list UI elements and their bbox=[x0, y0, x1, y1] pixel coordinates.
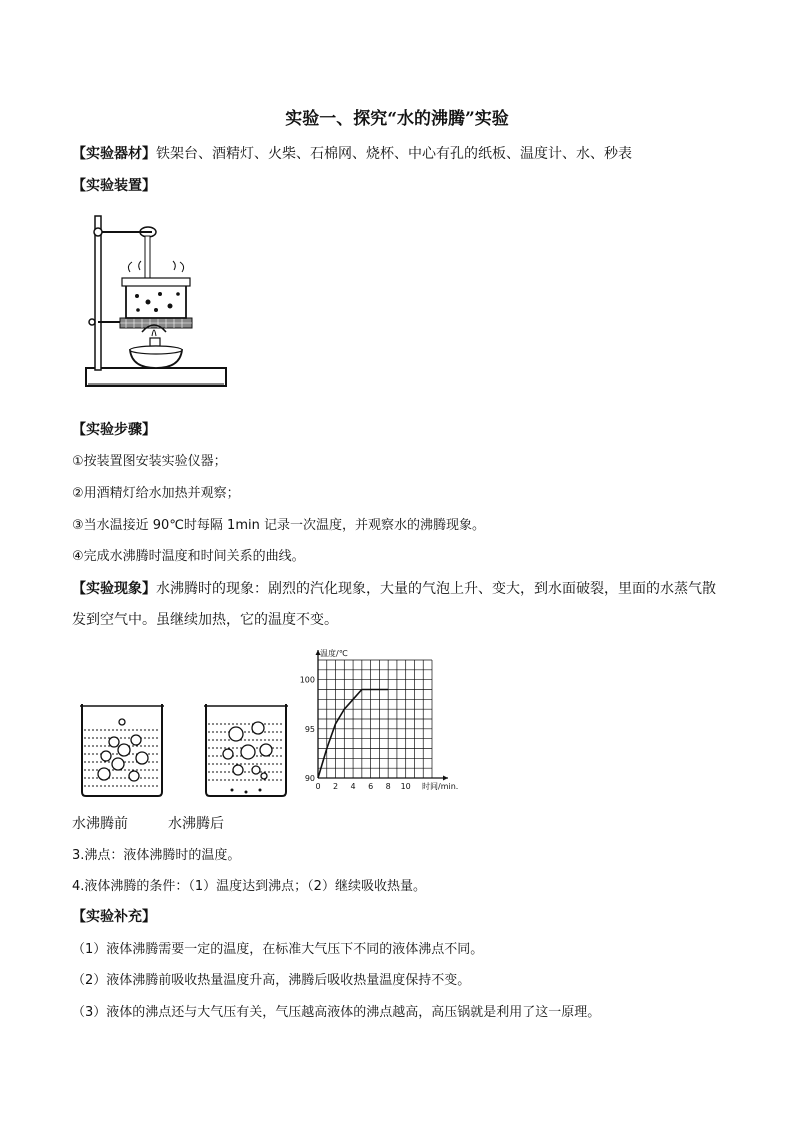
materials-label: 【实验器材】 bbox=[72, 146, 156, 162]
y-tick-label: 95 bbox=[304, 724, 315, 734]
note-boiling-point: 3.沸点：液体沸腾时的温度。 bbox=[72, 848, 241, 863]
x-tick-label: 0 bbox=[315, 782, 321, 791]
step-3: ③当水温接近 90℃时每隔 1min 记录一次温度，并观察水的沸腾现象。 bbox=[72, 518, 485, 533]
x-tick-label: 2 bbox=[332, 782, 339, 791]
step-4: ④完成水沸腾时温度和时间关系的曲线。 bbox=[72, 549, 305, 564]
step-2: ②用酒精灯给水加热并观察； bbox=[72, 486, 240, 501]
steps-label: 【实验步骤】 bbox=[72, 422, 156, 438]
apparatus-label: 【实验装置】 bbox=[72, 178, 156, 194]
x-tick-label: 10 bbox=[400, 782, 411, 791]
supplement-item-3: （3）液体的沸点还与大气压有关，气压越高液体的沸点越高，高压锅就是利用了这一原理。 bbox=[72, 1005, 601, 1020]
x-tick-label: 4 bbox=[350, 782, 356, 791]
materials-line bbox=[72, 144, 632, 164]
caption-after: 水沸腾后 bbox=[168, 816, 224, 832]
chart-y-axis-label: 温度/℃ bbox=[320, 649, 348, 658]
phenomenon-line-1 bbox=[72, 579, 716, 599]
supplement-item-2: （2）液体沸腾前吸收热量温度升高，沸腾后吸收热量温度保持不变。 bbox=[72, 973, 471, 988]
caption-before: 水沸腾前 bbox=[72, 816, 128, 832]
beaker-before-boiling bbox=[78, 700, 166, 800]
supplement-item-1: （1）液体沸腾需要一定的温度，在标准大气压下不同的液体沸点不同。 bbox=[72, 942, 484, 957]
x-tick-label: 8 bbox=[385, 782, 391, 791]
y-tick-label: 90 bbox=[304, 774, 315, 783]
note-boiling-conditions: 4.液体沸腾的条件：（1）温度达到沸点；（2）继续吸收热量。 bbox=[72, 879, 426, 894]
x-axis-arrow bbox=[443, 776, 448, 781]
supplement-label: 【实验补充】 bbox=[72, 909, 156, 925]
materials-text: 铁架台、酒精灯、火柴、石棉网、烧杯、中心有孔的纸板、温度计、水、秒表 bbox=[156, 146, 632, 162]
phenomenon-label: 【实验现象】 bbox=[72, 581, 156, 597]
step-1: ①按装置图安装实验仪器； bbox=[72, 454, 227, 469]
phenomenon-text-1: 水沸腾时的现象：剧烈的汽化现象，大量的气泡上升、变大，到水面破裂，里面的水蒸气散 bbox=[156, 581, 716, 597]
chart-grid bbox=[318, 660, 432, 778]
page-title: 实验一、探究“水的沸腾”实验 bbox=[285, 109, 509, 129]
chart-x-axis-label: 时间/min. bbox=[422, 782, 459, 791]
chart-ticks bbox=[300, 676, 411, 791]
apparatus-illustration bbox=[82, 210, 232, 395]
beaker-after-boiling bbox=[202, 700, 290, 800]
x-tick-label: 6 bbox=[368, 782, 374, 791]
y-tick-label: 100 bbox=[299, 675, 315, 685]
temperature-time-chart bbox=[296, 646, 476, 796]
phenomenon-line-2: 发到空气中。虽继续加热，它的温度不变。 bbox=[72, 612, 338, 628]
